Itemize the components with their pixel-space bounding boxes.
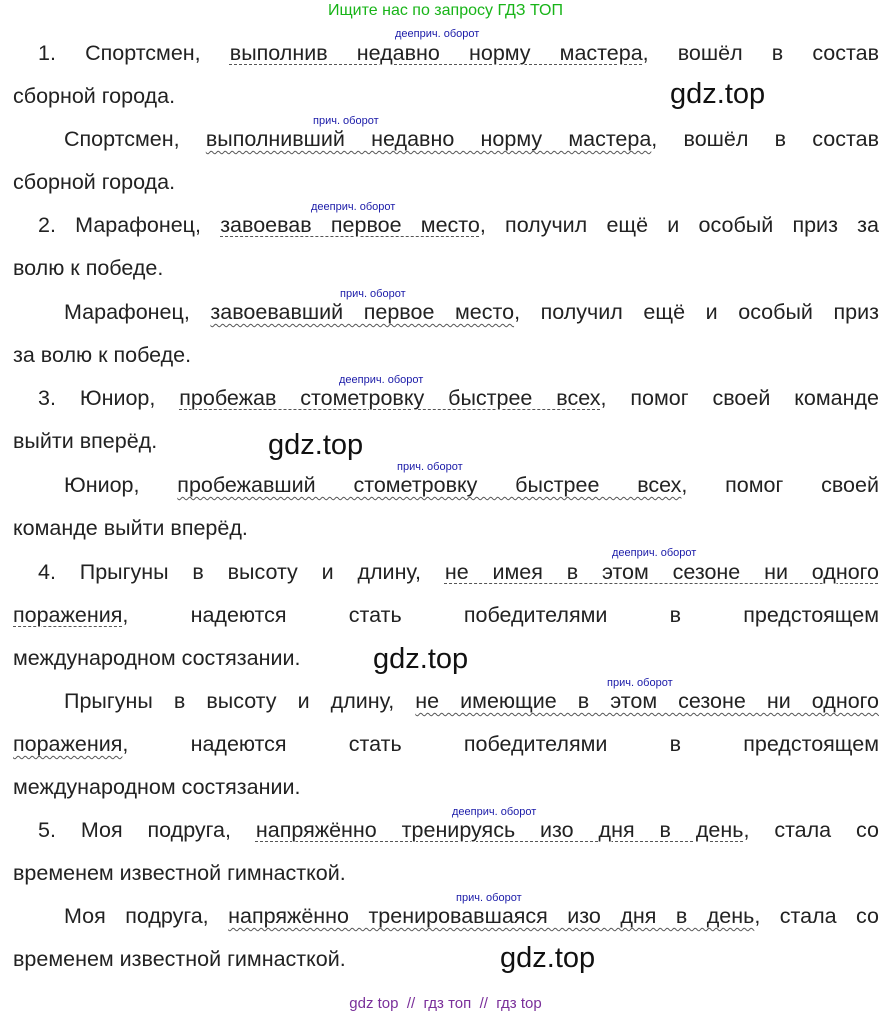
participial-phrase: поражения (13, 732, 123, 756)
participial-phrase: напряжённо тренировавшаяся изо дня в день (228, 904, 755, 928)
sentence-line: 1. Спортсмен, выполнив недавно норму мастера, вошёл в состав (38, 41, 880, 65)
sentence-line: сборной города. (13, 170, 176, 194)
participial-phrase: не имеющие в этом сезоне ни одного (415, 689, 879, 713)
sentence-line: Моя подруга, напряжённо тренировавшаяся изо дня в день, стала со (64, 904, 879, 928)
participial-phrase: пробежавший стометровку быстрее всех (177, 473, 682, 497)
footer-text: gdz top // гдз топ // гдз top (349, 995, 542, 1012)
sentence-line: международном состязании. (13, 775, 301, 799)
sentence-line: команде выйти вперёд. (13, 516, 248, 540)
sentence-line: 4. Прыгуны в высоту и длину, не имея в этом сезоне ни одного (38, 560, 879, 584)
sentence-line: 3. Юниор, пробежав стометровку быстрее всех, помог своей команде (38, 386, 879, 410)
participial-phrase: завоевавший первое место (210, 300, 515, 324)
adverbial-phrase-label: дееприч. оборот (395, 28, 480, 40)
sentence-line: за волю к победе. (13, 343, 192, 367)
sentence-line: временем известной гимнасткой. (13, 861, 346, 885)
sentence-line: 5. Моя подруга, напряжённо тренируясь изо дня в день, стала со (38, 818, 879, 842)
sentence-number: 3. (38, 386, 56, 410)
watermark: gdz.top (373, 643, 469, 675)
sentence-number: 2. (38, 213, 56, 237)
sentence-line: Юниор, пробежавший стометровку быстрее всех, помог своей (64, 473, 879, 497)
participial-phrase-label: прич. оборот (397, 461, 463, 473)
sentence-line: международном состязании. (13, 646, 301, 670)
sentence-line: сборной города. (13, 84, 176, 108)
sentence-number: 4. (38, 560, 56, 584)
adverbial-phrase-label: дееприч. оборот (612, 547, 697, 559)
participial-phrase-label: прич. оборот (456, 892, 522, 904)
sentence-line: Марафонец, завоевавший первое место, получил ещё и особый приз (64, 300, 879, 324)
participial-phrase-label: прич. оборот (607, 677, 673, 689)
participial-phrase: выполнивший недавно норму мастера (205, 127, 652, 151)
adverbial-phrase: выполнив недавно норму мастера (229, 41, 643, 65)
sentence-line: поражения, надеются стать победителями в предстоящем (13, 603, 879, 627)
sentence-line: волю к победе. (13, 256, 164, 280)
adverbial-phrase: завоевав первое место (220, 213, 480, 237)
adverbial-phrase: поражения (13, 603, 123, 627)
watermark: gdz.top (500, 942, 596, 974)
search-banner: Ищите нас по запросу ГДЗ ТОП (328, 2, 563, 19)
sentence-line: 2. Марафонец, завоевав первое место, получил ещё и особый приз за (38, 213, 879, 237)
sentence-line: Спортсмен, выполнивший недавно норму мастера, вошёл в состав (64, 127, 879, 151)
sentence-line: поражения, надеются стать победителями в предстоящем (13, 732, 879, 756)
sentence-line: выйти вперёд. (13, 429, 158, 453)
adverbial-phrase: пробежав стометровку быстрее всех (179, 386, 601, 410)
sentence-number: 5. (38, 818, 56, 842)
watermark: gdz.top (670, 78, 766, 110)
participial-phrase-label: прич. оборот (313, 115, 379, 127)
adverbial-phrase-label: дееприч. оборот (339, 374, 424, 386)
adverbial-phrase-label: дееприч. оборот (452, 806, 537, 818)
participial-phrase-label: прич. оборот (340, 288, 406, 300)
adverbial-phrase: напряжённо тренируясь изо дня в день (255, 818, 744, 842)
watermark: gdz.top (268, 429, 364, 461)
adverbial-phrase-label: дееприч. оборот (311, 201, 396, 213)
adverbial-phrase: не имея в этом сезоне ни одного (444, 560, 879, 584)
sentence-line: временем известной гимнасткой. (13, 947, 346, 971)
sentence-line: Прыгуны в высоту и длину, не имеющие в этом сезоне ни одного (64, 689, 879, 713)
sentence-number: 1. (38, 41, 56, 65)
